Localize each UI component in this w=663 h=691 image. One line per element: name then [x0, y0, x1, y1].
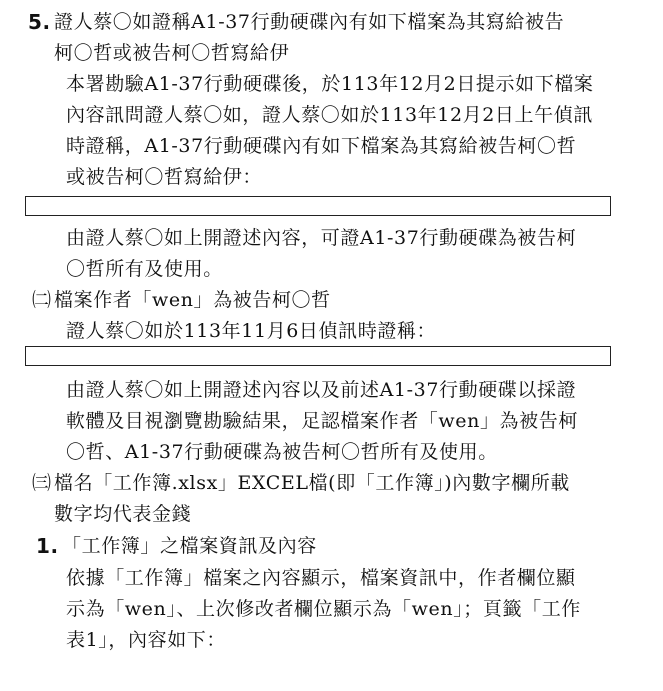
item-5-conclusion-line1: 由證人蔡〇如上開證述內容，可證A1-37行動硬碟為被告柯 — [66, 227, 577, 249]
section-3-heading-line2: 數字均代表金錢 — [54, 503, 192, 525]
item-1-paragraph-line2: 示為「wen」、上次修改者欄位顯示為「wen」；頁籤「工作 — [66, 598, 581, 620]
item-number-1: 1. — [36, 534, 59, 558]
section-marker-2: ㈡ — [32, 289, 52, 311]
item-5-paragraph-line4: 或被告柯〇哲寫給伊： — [66, 166, 263, 188]
section-2-conclusion-line1: 由證人蔡〇如上開證述內容以及前述A1-37行動硬碟以採證 — [66, 379, 577, 401]
section-2-testimony: 證人蔡〇如於113年11月6日偵訊時證稱： — [66, 320, 437, 342]
section-2-heading: 檔案作者「wen」為被告柯〇哲 — [54, 289, 331, 311]
item-5-paragraph-line2: 內容訊問證人蔡〇如，證人蔡〇如於113年12月2日上午偵訊 — [66, 104, 593, 126]
item-5-paragraph-line3: 時證稱，A1-37行動硬碟內有如下檔案為其寫給被告柯〇哲 — [66, 135, 577, 157]
section-2-conclusion-line3: 〇哲、A1-37行動硬碟為被告柯〇哲所有及使用。 — [66, 441, 498, 463]
item-1-heading: 「工作簿」之檔案資訊及內容 — [62, 535, 317, 557]
redacted-box — [25, 196, 611, 216]
section-2-conclusion-line2: 軟體及目視瀏覽勘驗結果，足認檔案作者「wen」為被告柯 — [66, 410, 578, 432]
section-3-heading-line1: 檔名「工作簿.xlsx」EXCEL檔(即「工作簿」)內數字欄所載 — [54, 472, 570, 494]
item-5-conclusion-line2: 〇哲所有及使用。 — [66, 258, 223, 280]
item-1-paragraph-line3: 表1」，內容如下： — [66, 629, 226, 651]
redacted-box — [25, 346, 611, 366]
item-5-heading-line1: 證人蔡〇如證稱A1-37行動硬碟內有如下檔案為其寫給被告 — [54, 11, 565, 33]
item-5-heading-line2: 柯〇哲或被告柯〇哲寫給伊 — [54, 42, 290, 64]
section-marker-3: ㈢ — [32, 472, 52, 494]
item-1-paragraph-line1: 依據「工作簿」檔案之內容顯示，檔案資訊中，作者欄位顯 — [66, 567, 576, 589]
item-5-paragraph-line1: 本署勘驗A1-37行動硬碟後，於113年12月2日提示如下檔案 — [66, 73, 594, 95]
item-number-5: 5. — [28, 10, 51, 34]
